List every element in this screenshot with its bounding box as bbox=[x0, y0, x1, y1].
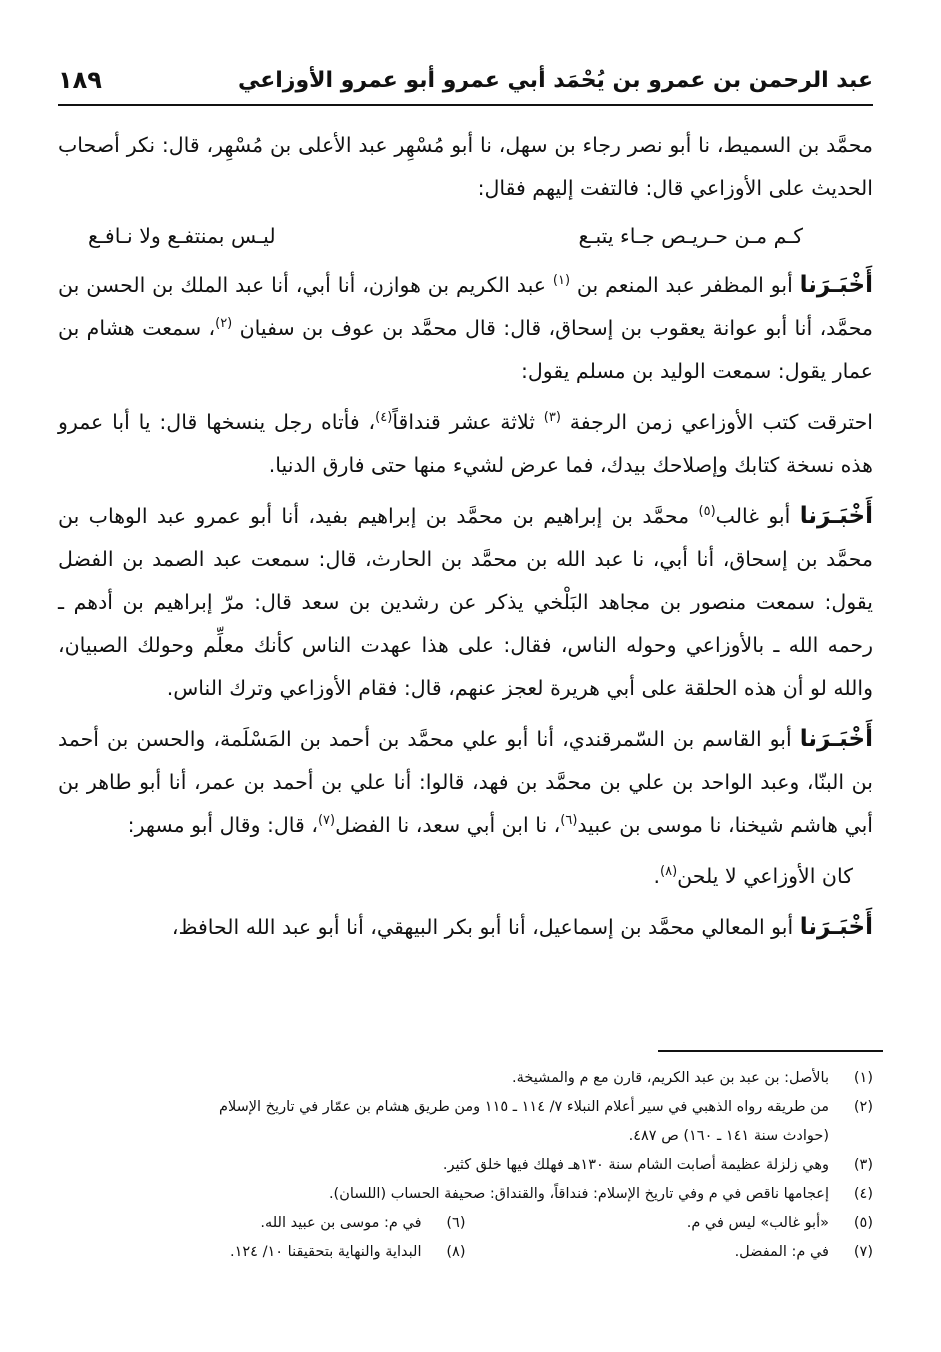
footnote-ref-8: (٨) bbox=[660, 864, 678, 880]
page-number: ١٨٩ bbox=[58, 66, 102, 94]
footnotes bbox=[58, 1064, 873, 1267]
paragraph-2 bbox=[58, 264, 873, 393]
footnote-text: «أبو غالب» ليس في م. bbox=[686, 1215, 829, 1231]
footnote-number: (٧) bbox=[853, 1244, 873, 1260]
footnote-8 bbox=[58, 1238, 466, 1267]
footnote-3 bbox=[58, 1151, 873, 1180]
paragraph-3-text-c: ، فأتاه رجل ينسخها قال: يا أبا عمرو هذه نسخة كتابك وإصلاحك بيدك، فما عرض لشيء منها حتى فارق الدنيا. bbox=[58, 410, 873, 477]
footnote-6 bbox=[58, 1209, 466, 1238]
akhbarana-heading: أَخْبَـرَنا bbox=[799, 726, 873, 752]
paragraph-6-text-a: كان الأوزاعي لا يلحن bbox=[677, 864, 853, 888]
paragraph-6 bbox=[58, 855, 873, 898]
footnote-row-7-8 bbox=[58, 1238, 873, 1267]
footnote-ref-5: (٥) bbox=[698, 504, 716, 520]
footnote-2-continuation: (حوادث سنة ١٤١ ـ ١٦٠) ص ٤٨٧. bbox=[628, 1128, 829, 1144]
running-head: عبد الرحمن بن عمرو بن يُحْمَد أبي عمرو أبو عمرو الأوزاعي bbox=[237, 68, 873, 93]
akhbarana-heading: أَخْبَـرَنا bbox=[799, 503, 873, 529]
footnote-ref-4: (٤) bbox=[375, 410, 393, 426]
akhbarana-heading: أَخْبَـرَنا bbox=[799, 914, 873, 940]
footnote-separator bbox=[658, 1050, 883, 1052]
paragraph-6-text-b: . bbox=[653, 864, 661, 888]
footnote-7 bbox=[466, 1238, 874, 1267]
paragraph-2-text-b: عبد الكريم بن هوازن، أنا أبي، أنا عبد الملك بن الحسن بن محمَّد، أنا أبو عوانة يعقوب بن إسحاق، قال: قال محمَّد بن عوف بن سفيان bbox=[58, 273, 874, 340]
paragraph-5 bbox=[58, 718, 873, 847]
paragraph-7-text: أبو المعالي محمَّد بن إسماعيل، أنا أبو بكر البيهقي، أنا أبو عبد الله الحافظ، bbox=[171, 915, 794, 939]
footnote-number: (٨) bbox=[446, 1244, 466, 1260]
footnote-number: (٤) bbox=[853, 1186, 873, 1202]
footnote-text: في م: موسى بن عبيد الله. bbox=[260, 1215, 422, 1231]
footnote-text: البداية والنهاية بتحقيقنا ١٠/ ١٢٤. bbox=[229, 1244, 422, 1260]
footnote-text: من طريقه رواه الذهبي في سير أعلام النبلاء ٧/ ١١٤ ـ ١١٥ ومن طريق هشام بن عمّار في تاريخ الإسلام bbox=[218, 1099, 829, 1115]
footnote-row-5-6 bbox=[58, 1209, 873, 1238]
paragraph-7 bbox=[58, 906, 873, 949]
paragraph-4-text-b: محمَّد بن إبراهيم بن محمَّد بن إبراهيم بفيد، أنا أبو عمرو عبد الوهاب بن محمَّد بن إسحاق، أنا أبي، نا عبد الله بن محمَّد بن الحارث، قال: سمعت عبد الصمد بن الفضل يقول: سمعت منصور بن مجاهد البَلْخي يذكر عن رشدين بن سعد قال: مرّ إبراهيم بن أدهم ـ رحمه الله ـ بالأوزاعي وحوله الناس، فقال: على هذا عهدت الناس كأنك معلِّم وحولك الصبيان، والله لو أن هذه الحلقة على أبي هريرة لعجز عنهم، قال: فقام الأوزاعي وترك الناس. bbox=[58, 504, 873, 700]
paragraph-2-text-a: أبو المظفر عبد المنعم بن bbox=[576, 273, 793, 297]
paragraph-1 bbox=[58, 124, 873, 210]
akhbarana-heading: أَخْبَـرَنا bbox=[799, 272, 873, 298]
header-rule bbox=[58, 104, 873, 106]
paragraph-5-text-b: ، نا ابن أبي سعد، نا الفضل bbox=[335, 813, 561, 837]
footnote-ref-2: (٢) bbox=[215, 316, 233, 332]
paragraph-3-text-a: احترقت كتب الأوزاعي زمن الرجفة bbox=[569, 410, 873, 434]
paragraph-3 bbox=[58, 401, 873, 487]
verse-line bbox=[58, 214, 873, 258]
footnote-ref-3: (٣) bbox=[543, 410, 561, 426]
footnote-4 bbox=[58, 1180, 873, 1209]
page-header bbox=[58, 60, 873, 100]
footnote-ref-1: (١) bbox=[552, 273, 571, 289]
footnote-number: (٦) bbox=[446, 1215, 466, 1231]
paragraph-2-text-c: ، سمعت هشام بن عمار يقول: سمعت الوليد بن مسلم يقول: bbox=[58, 316, 873, 383]
verse-second-hemistich: ليـس بمنتفـع ولا نـافـع bbox=[88, 224, 276, 248]
footnote-ref-6: (٦) bbox=[560, 813, 578, 829]
footnote-number: (٥) bbox=[853, 1215, 873, 1231]
footnote-text: في م: المفضل. bbox=[734, 1244, 829, 1260]
paragraph-1-text: محمَّد بن السميط، نا أبو نصر رجاء بن سهل، نا أبو مُسْهِر عبد الأعلى بن مُسْهِر، قال: نكر أصحاب الحديث على الأوزاعي قال: فالتفت إليهم فقال: bbox=[58, 133, 873, 200]
verse-first-hemistich: كـم مـن حـريـص جـاء يتبـع bbox=[578, 224, 803, 248]
footnote-5 bbox=[466, 1209, 874, 1238]
paragraph-4 bbox=[58, 495, 873, 710]
footnote-ref-7: (٧) bbox=[317, 813, 336, 829]
footnote-text: إعجامها ناقص في م وفي تاريخ الإسلام: فنداقاً، والقنداق: صحيفة الحساب (اللسان). bbox=[328, 1186, 829, 1202]
footnote-2 bbox=[58, 1093, 873, 1122]
main-text bbox=[58, 124, 873, 957]
footnote-text: بالأصل: بن عبد بن عبد الكريم، قارن مع م والمشيخة. bbox=[512, 1070, 829, 1086]
paragraph-4-text-a: أبو غالب bbox=[715, 504, 791, 528]
footnote-text: وهي زلزلة عظيمة أصابت الشام سنة ١٣٠هـ فهلك فيها خلق كثير. bbox=[442, 1157, 829, 1173]
footnote-1 bbox=[58, 1064, 873, 1093]
footnote-number: (١) bbox=[853, 1070, 873, 1086]
footnote-number: (٣) bbox=[853, 1157, 873, 1173]
footnote-number: (٢) bbox=[853, 1099, 873, 1115]
paragraph-5-text-a: أبو القاسم بن السّمرقندي، أنا أبو علي محمَّد بن أحمد بن المَسْلَمة، والحسن بن أحمد بن البنّا، وعبد الواحد بن علي بن محمَّد بن فهد، قالوا: أنا علي بن أحمد بن عمر، أنا أبو طاهر بن أبي هاشم شيخنا، نا موسى بن عبيد bbox=[58, 727, 873, 837]
paragraph-5-text-c: ، قال: وقال أبو مسهر: bbox=[127, 813, 318, 837]
paragraph-3-text-b: ثلاثة عشر قنداقاً bbox=[392, 410, 535, 434]
